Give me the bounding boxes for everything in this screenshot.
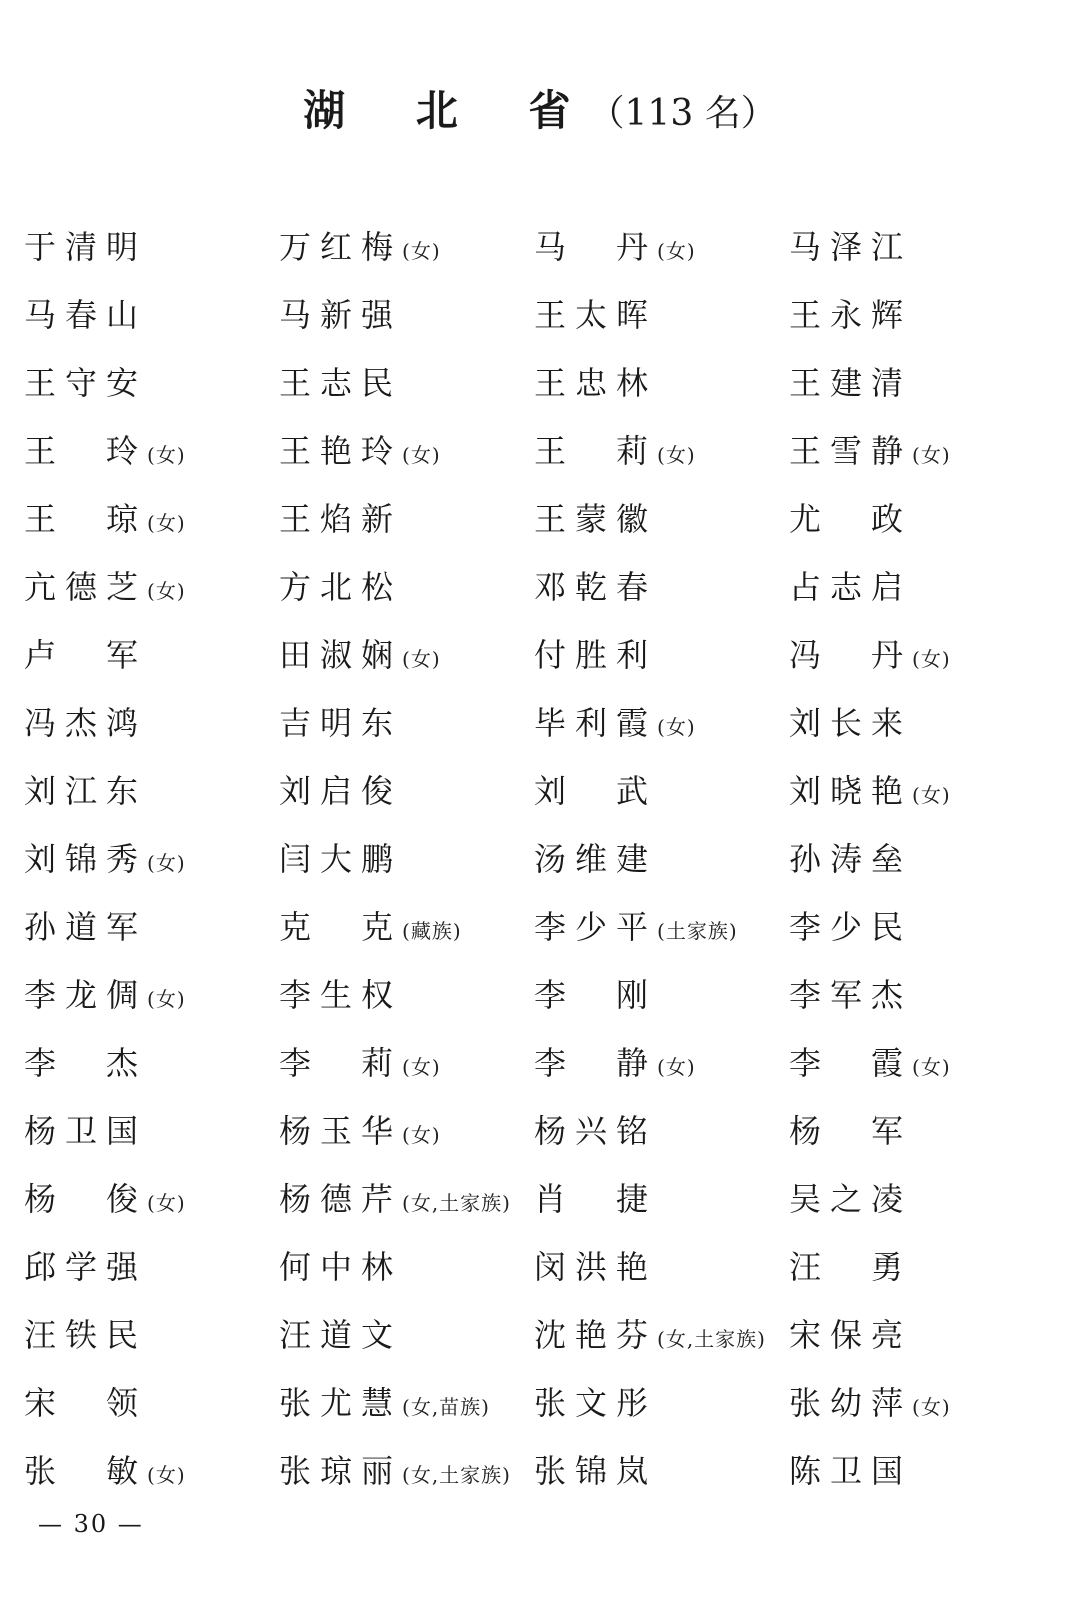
name-entry [279, 1310, 534, 1378]
name-entry [534, 494, 789, 562]
person-name: 占志启 [789, 568, 913, 606]
name-entry [24, 1378, 279, 1446]
page-number: — 30 — [38, 1510, 144, 1538]
person-name: 王建清 [789, 364, 913, 402]
person-name: 王蒙徽 [534, 500, 658, 538]
person-note: (女) [402, 1123, 441, 1147]
person-name: 吉明东 [279, 704, 403, 742]
name-entry [534, 766, 789, 834]
person-name: 尤 政 [789, 500, 913, 538]
name-entry [534, 426, 789, 494]
name-entry [789, 1038, 1044, 1106]
name-entry [279, 902, 534, 970]
person-name: 杨玉华 [279, 1112, 403, 1150]
person-name: 李 莉 [279, 1044, 403, 1082]
person-name: 毕利霞 [534, 704, 658, 742]
person-name: 杨 俊 [24, 1180, 148, 1218]
name-entry [24, 358, 279, 426]
person-name: 王 莉 [534, 432, 658, 470]
name-entry [789, 1446, 1044, 1514]
person-name: 李少平 [534, 908, 658, 946]
person-name: 汤维建 [534, 840, 658, 878]
name-entry [24, 290, 279, 358]
person-name: 李生权 [279, 976, 403, 1014]
person-name: 马 丹 [534, 228, 658, 266]
name-entry [534, 358, 789, 426]
person-name: 刘 武 [534, 772, 658, 810]
person-note: (土家族) [657, 919, 738, 943]
person-note: (女) [402, 239, 441, 263]
person-note: (女) [912, 647, 951, 671]
person-name: 吴之凌 [789, 1180, 913, 1218]
name-entry [24, 1310, 279, 1378]
name-entry [534, 1174, 789, 1242]
person-name: 王忠林 [534, 364, 658, 402]
name-entry [534, 1446, 789, 1514]
name-entry [789, 698, 1044, 766]
person-name: 张尤慧 [279, 1384, 403, 1422]
page-title [0, 78, 1080, 138]
person-name: 李少民 [789, 908, 913, 946]
person-note: (女) [147, 851, 186, 875]
name-entry [279, 698, 534, 766]
name-entry [24, 426, 279, 494]
person-name: 张文彤 [534, 1384, 658, 1422]
name-entry [789, 1378, 1044, 1446]
person-name: 宋保亮 [789, 1316, 913, 1354]
person-note: (女) [147, 987, 186, 1011]
name-entry [24, 970, 279, 1038]
person-name: 刘启俊 [279, 772, 403, 810]
person-name: 张琼丽 [279, 1452, 403, 1490]
person-name: 田淑娴 [279, 636, 403, 674]
person-name: 刘晓艳 [789, 772, 913, 810]
person-name: 孙涛垒 [789, 840, 913, 878]
name-entry [789, 630, 1044, 698]
person-note: (女,土家族) [657, 1327, 766, 1351]
name-entry [534, 698, 789, 766]
person-name: 沈艳芬 [534, 1316, 658, 1354]
name-entry [279, 1038, 534, 1106]
person-name: 马新强 [279, 296, 403, 334]
person-name: 李 刚 [534, 976, 658, 1014]
name-entry [279, 766, 534, 834]
name-entry [24, 494, 279, 562]
name-entry [534, 902, 789, 970]
name-entry [279, 1106, 534, 1174]
name-entry [789, 1174, 1044, 1242]
person-name: 冯杰鸿 [24, 704, 148, 742]
person-note: (女) [402, 443, 441, 467]
name-list [24, 222, 1044, 1514]
name-entry [789, 358, 1044, 426]
person-note: (女) [147, 579, 186, 603]
person-name: 王焰新 [279, 500, 403, 538]
name-entry [24, 902, 279, 970]
person-note: (女) [657, 715, 696, 739]
name-entry [534, 1310, 789, 1378]
name-entry [789, 1310, 1044, 1378]
person-name: 张锦岚 [534, 1452, 658, 1490]
name-entry [24, 1174, 279, 1242]
name-entry [279, 1242, 534, 1310]
name-entry [534, 1378, 789, 1446]
name-entry [24, 562, 279, 630]
person-name: 杨兴铭 [534, 1112, 658, 1150]
person-name: 李 杰 [24, 1044, 148, 1082]
person-name: 王永辉 [789, 296, 913, 334]
person-name: 李龙倜 [24, 976, 148, 1014]
person-name: 闫大鹏 [279, 840, 403, 878]
person-name: 张 敏 [24, 1452, 148, 1490]
person-name: 冯 丹 [789, 636, 913, 674]
person-note: (女) [657, 443, 696, 467]
person-note: (女,土家族) [402, 1191, 511, 1215]
person-name: 付胜利 [534, 636, 658, 674]
name-entry [279, 222, 534, 290]
person-name: 杨 军 [789, 1112, 913, 1150]
person-name: 闵洪艳 [534, 1248, 658, 1286]
person-note: (女) [147, 511, 186, 535]
name-entry [534, 834, 789, 902]
person-note: (女) [402, 647, 441, 671]
name-entry [789, 970, 1044, 1038]
name-entry [279, 494, 534, 562]
person-name: 刘长来 [789, 704, 913, 742]
name-entry [24, 222, 279, 290]
name-entry [24, 1038, 279, 1106]
person-name: 王守安 [24, 364, 148, 402]
name-entry [279, 630, 534, 698]
person-name: 孙道军 [24, 908, 148, 946]
person-name: 何中林 [279, 1248, 403, 1286]
person-note: (女,苗族) [402, 1395, 490, 1419]
person-name: 刘江东 [24, 772, 148, 810]
title-count: （113 名） [588, 93, 777, 134]
name-entry [534, 970, 789, 1038]
name-entry [534, 630, 789, 698]
person-name: 马春山 [24, 296, 148, 334]
name-entry [789, 766, 1044, 834]
name-entry [534, 222, 789, 290]
name-entry [24, 1242, 279, 1310]
person-name: 汪铁民 [24, 1316, 148, 1354]
person-name: 王雪静 [789, 432, 913, 470]
person-note: (女) [147, 1191, 186, 1215]
person-name: 克 克 [279, 908, 403, 946]
person-name: 马泽江 [789, 228, 913, 266]
person-name: 万红梅 [279, 228, 403, 266]
person-note: (女,土家族) [402, 1463, 511, 1487]
person-note: (女) [402, 1055, 441, 1079]
person-note: (女) [912, 1055, 951, 1079]
name-entry [534, 1242, 789, 1310]
person-name: 于清明 [24, 228, 148, 266]
name-entry [24, 1106, 279, 1174]
name-entry [789, 834, 1044, 902]
person-note: (女) [657, 1055, 696, 1079]
person-name: 王 琼 [24, 500, 148, 538]
name-entry [24, 1446, 279, 1514]
person-name: 刘锦秀 [24, 840, 148, 878]
person-name: 邓乾春 [534, 568, 658, 606]
name-entry [789, 222, 1044, 290]
name-entry [279, 358, 534, 426]
person-name: 汪道文 [279, 1316, 403, 1354]
name-entry [279, 1378, 534, 1446]
person-name: 陈卫国 [789, 1452, 913, 1490]
person-note: (女) [147, 1463, 186, 1487]
person-name: 汪 勇 [789, 1248, 913, 1286]
person-name: 李 静 [534, 1044, 658, 1082]
person-name: 王志民 [279, 364, 403, 402]
name-entry [279, 1174, 534, 1242]
person-name: 李军杰 [789, 976, 913, 1014]
person-name: 王太晖 [534, 296, 658, 334]
name-entry [789, 494, 1044, 562]
person-note: (女) [912, 783, 951, 807]
name-entry [534, 562, 789, 630]
person-name: 张幼萍 [789, 1384, 913, 1422]
person-name: 卢 军 [24, 636, 148, 674]
name-entry [24, 630, 279, 698]
person-name: 邱学强 [24, 1248, 148, 1286]
name-entry [279, 290, 534, 358]
name-entry [534, 1106, 789, 1174]
person-name: 杨德芹 [279, 1180, 403, 1218]
name-entry [24, 766, 279, 834]
name-entry [24, 834, 279, 902]
name-entry [279, 1446, 534, 1514]
person-name: 杨卫国 [24, 1112, 148, 1150]
name-entry [789, 1106, 1044, 1174]
person-name: 肖 捷 [534, 1180, 658, 1218]
title-province: 湖 北 省 [303, 86, 599, 135]
name-entry [279, 562, 534, 630]
person-name: 李 霞 [789, 1044, 913, 1082]
person-name: 方北松 [279, 568, 403, 606]
name-entry [279, 970, 534, 1038]
name-entry [789, 426, 1044, 494]
person-note: (女) [147, 443, 186, 467]
name-entry [789, 562, 1044, 630]
person-name: 王 玲 [24, 432, 148, 470]
person-name: 王艳玲 [279, 432, 403, 470]
name-entry [534, 290, 789, 358]
name-entry [789, 902, 1044, 970]
name-entry [789, 290, 1044, 358]
person-note: (女) [657, 239, 696, 263]
name-entry [24, 698, 279, 766]
person-note: (藏族) [402, 919, 462, 943]
person-note: (女) [912, 443, 951, 467]
person-note: (女) [912, 1395, 951, 1419]
name-entry [534, 1038, 789, 1106]
name-entry [279, 426, 534, 494]
name-entry [789, 1242, 1044, 1310]
person-name: 宋 领 [24, 1384, 148, 1422]
name-entry [279, 834, 534, 902]
person-name: 亢德芝 [24, 568, 148, 606]
